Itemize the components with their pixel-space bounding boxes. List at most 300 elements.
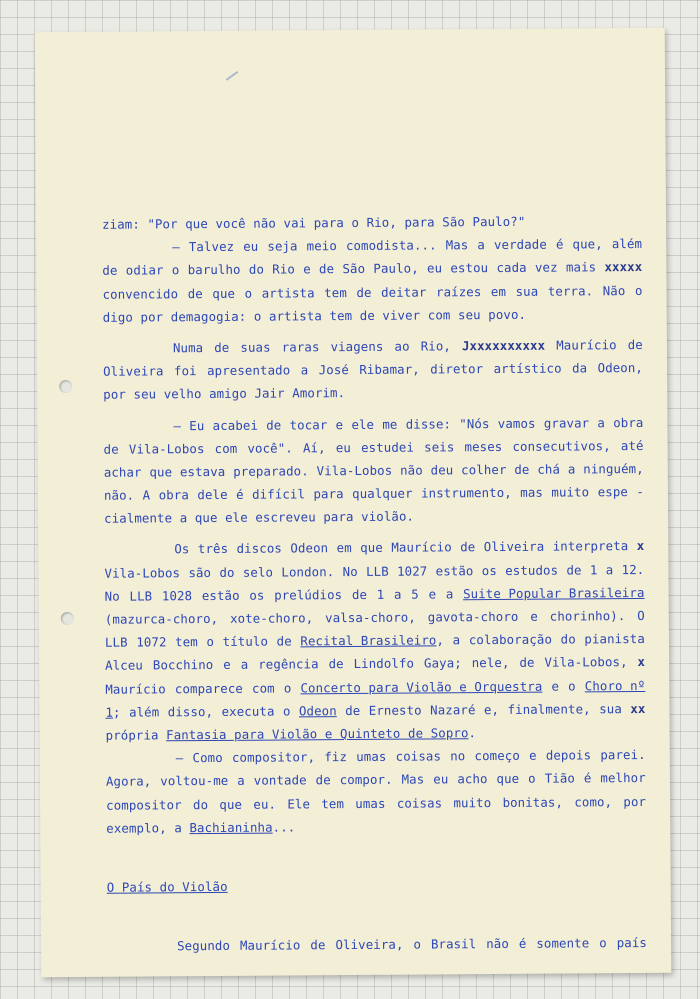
text-segment: própria	[105, 727, 167, 743]
underlined-title: Concerto para Violão e Orquestra	[300, 678, 543, 695]
punctuation: ;	[112, 704, 121, 720]
text-word	[535, 256, 558, 279]
text-word	[303, 258, 311, 281]
text-segment: exemplo, a	[106, 819, 190, 836]
text-word	[300, 629, 444, 653]
word: Lindolfo	[353, 655, 415, 672]
text-word	[566, 558, 581, 581]
text-word	[241, 653, 249, 676]
text-word	[143, 483, 151, 506]
word: ele	[351, 416, 375, 432]
word: viagens	[330, 338, 384, 355]
text-word	[197, 483, 227, 506]
text-word	[173, 414, 181, 437]
text-word	[424, 435, 454, 458]
word: gravar	[543, 414, 590, 431]
word: Maurício	[391, 539, 452, 556]
text-word	[266, 413, 281, 436]
word: espe	[597, 484, 628, 500]
word: comodista...	[345, 237, 437, 254]
word: que	[149, 464, 173, 480]
word: o	[282, 703, 291, 719]
text-word	[583, 457, 644, 481]
word: mas	[520, 484, 544, 500]
text-word	[482, 559, 497, 582]
word: obra	[158, 487, 189, 503]
text-word	[282, 335, 320, 358]
text-word	[598, 356, 644, 380]
underlined-title: Bachianinha	[189, 819, 273, 835]
word: nele,	[471, 655, 510, 671]
word: seis	[424, 438, 455, 455]
word: o	[206, 634, 215, 650]
word: Alceu	[105, 657, 143, 674]
word: coisas	[396, 794, 443, 811]
text-line	[107, 931, 647, 958]
text-word	[530, 605, 538, 628]
word: verdade	[493, 236, 547, 253]
word: LLB	[104, 634, 128, 650]
text-word	[103, 359, 164, 383]
text-word	[502, 790, 563, 814]
text-word	[129, 700, 159, 723]
text-word	[177, 934, 230, 958]
word: LLB	[129, 588, 153, 604]
word: umas	[356, 748, 387, 765]
text-word	[603, 279, 626, 302]
word: raras	[281, 339, 320, 355]
text-segment: ...	[272, 819, 296, 835]
word: compor.	[339, 772, 393, 788]
text-word	[149, 460, 172, 483]
text-word	[551, 480, 589, 503]
text-word	[289, 413, 327, 436]
text-word	[213, 413, 259, 437]
text-word	[433, 768, 448, 791]
text-word	[258, 653, 319, 677]
text-word	[428, 582, 436, 605]
word: seja	[267, 238, 298, 254]
text-word	[290, 537, 328, 560]
text-word	[352, 482, 413, 506]
word: "Nós	[459, 415, 490, 431]
word: e	[428, 586, 437, 602]
text-word	[272, 258, 295, 281]
text-word	[345, 699, 360, 722]
word: tem	[324, 284, 347, 300]
word: —	[172, 239, 180, 255]
text-word	[494, 233, 547, 257]
text-word	[491, 279, 506, 302]
text-word	[274, 583, 342, 607]
word: dele	[197, 486, 228, 503]
word: Ele	[287, 795, 311, 811]
word: o	[634, 282, 643, 298]
text-word	[284, 676, 292, 699]
text-word	[236, 537, 282, 561]
text-word	[351, 412, 374, 435]
strikeout-xs: x	[636, 538, 645, 554]
text-word	[336, 413, 344, 436]
word: fiz	[324, 749, 348, 765]
pen-mark	[226, 71, 239, 81]
text-word	[394, 335, 409, 358]
text-line	[106, 766, 646, 793]
word: Rio	[272, 261, 295, 277]
word: eu	[433, 771, 449, 787]
word: umas	[355, 795, 386, 811]
word: e	[528, 747, 537, 763]
text-word	[230, 606, 313, 630]
word: a	[477, 237, 485, 253]
text-word	[424, 652, 462, 675]
text-word	[188, 258, 241, 282]
text-segment: cialmente a que ele escreveu para violão.	[104, 508, 415, 526]
word: e	[530, 608, 538, 624]
word: é	[555, 236, 564, 252]
text-word	[129, 584, 152, 607]
text-word	[300, 674, 542, 699]
word: que	[212, 285, 236, 301]
text-word	[566, 256, 596, 279]
word: Oliveira	[483, 539, 545, 555]
text-word	[459, 412, 489, 435]
word: No	[104, 588, 120, 604]
text-word	[519, 932, 527, 955]
text-word	[233, 459, 309, 483]
text-word	[446, 233, 469, 256]
word: foi	[173, 363, 197, 379]
word: de	[214, 339, 230, 355]
word: da	[571, 360, 588, 376]
word: somente	[536, 935, 590, 951]
word: o	[413, 936, 422, 952]
word: vez	[534, 259, 558, 276]
word: mais	[565, 259, 597, 275]
text-word	[421, 334, 451, 357]
text-word	[352, 583, 367, 606]
text-word	[176, 746, 184, 769]
text-word	[453, 791, 491, 814]
word: No	[342, 563, 358, 579]
word: de	[514, 461, 530, 477]
word: A	[142, 487, 151, 503]
text-word	[462, 334, 545, 358]
word: Numa	[172, 339, 204, 356]
text-word	[460, 536, 475, 559]
text-word	[174, 359, 197, 382]
text-line	[104, 534, 644, 561]
word: Vila-Lobos	[316, 462, 393, 479]
text-word	[106, 770, 152, 794]
underlined-title: Odeon	[298, 702, 337, 719]
text-line	[104, 434, 644, 461]
word: no	[450, 748, 466, 764]
word: odiar	[125, 262, 164, 278]
text-word	[104, 561, 180, 585]
word: de	[102, 263, 118, 279]
text-word	[324, 281, 347, 304]
word: vontade	[253, 772, 307, 789]
word: Segundo	[177, 937, 231, 954]
text-word	[240, 933, 301, 957]
word: preparado.	[233, 463, 309, 479]
word: os	[249, 587, 265, 603]
text-word	[536, 931, 589, 955]
punctuation: ,	[436, 632, 445, 648]
text-word	[548, 279, 594, 303]
text-word	[355, 791, 385, 814]
word: chorinho).	[549, 608, 626, 624]
text-word	[105, 654, 143, 677]
word: de	[276, 633, 292, 649]
text-word	[585, 674, 646, 698]
text-word	[430, 698, 476, 722]
word: a	[452, 632, 461, 648]
word: começo	[474, 747, 520, 764]
word: voltou-me	[160, 773, 229, 789]
word: que	[360, 540, 383, 556]
text-word	[342, 257, 365, 280]
word: a	[237, 773, 245, 789]
word: Maurício	[105, 680, 166, 697]
text-word	[584, 767, 592, 790]
word: muito	[453, 794, 492, 810]
word: Ribamar,	[359, 361, 420, 378]
word: a	[567, 461, 576, 477]
text-word	[450, 744, 465, 767]
text-word	[457, 767, 487, 790]
text-word	[243, 560, 273, 583]
word: —	[173, 417, 182, 433]
word: Os	[174, 541, 190, 557]
text-word	[486, 932, 509, 955]
word: Vila-Lobos	[104, 564, 181, 581]
text-word	[335, 933, 403, 957]
text-word	[406, 412, 452, 436]
word: de	[566, 562, 582, 578]
word: eu	[335, 439, 351, 455]
word: Não	[602, 282, 626, 298]
word: e	[551, 678, 560, 694]
word: obra	[613, 414, 644, 430]
text-word	[343, 560, 358, 583]
text-word	[232, 745, 315, 769]
word: eu.	[253, 796, 277, 812]
text-word	[354, 652, 415, 676]
text-word	[553, 535, 629, 559]
text-word	[505, 558, 558, 582]
word: de	[310, 937, 326, 953]
word: o	[283, 679, 292, 696]
text-segment: ziam: "Por que você não vai para o Rio, para São Paulo?"	[101, 213, 526, 232]
text-word	[436, 559, 474, 582]
word: 5	[411, 586, 419, 602]
word: gavota-choro	[427, 608, 519, 625]
text-word	[188, 561, 211, 584]
word: de	[103, 441, 119, 457]
text-word	[600, 766, 646, 790]
word: disso,	[167, 703, 214, 720]
word: a	[597, 414, 606, 430]
text-word	[253, 792, 276, 815]
text-word	[249, 258, 264, 281]
text-word	[428, 605, 519, 629]
word: Oliveira,	[335, 936, 404, 953]
word: são	[188, 564, 212, 580]
word: o	[171, 262, 180, 278]
word: e	[303, 261, 311, 277]
text-word	[561, 628, 576, 651]
text-word	[413, 933, 421, 956]
text-word	[104, 484, 134, 507]
word: o	[244, 285, 253, 301]
word: acabei	[212, 417, 259, 433]
word: selo	[242, 564, 274, 580]
text-line	[102, 232, 642, 259]
word: 1	[376, 586, 385, 602]
text-word	[421, 481, 512, 505]
word: xote-choro,	[230, 610, 314, 626]
word: eu	[426, 260, 443, 276]
text-word	[356, 280, 371, 303]
word: é	[583, 770, 592, 786]
text-word	[212, 281, 235, 304]
word: Ernesto	[368, 702, 422, 718]
text-word	[520, 481, 543, 504]
text-word	[136, 630, 166, 653]
word: Brasil	[430, 936, 477, 952]
word: achar	[103, 464, 142, 480]
word: LLB	[366, 563, 389, 579]
word: é	[236, 486, 244, 502]
word: O	[637, 607, 645, 624]
text-segment: por seu velho amigo Jair Amorim.	[103, 385, 346, 403]
text-word	[277, 630, 292, 653]
word: Odeon,	[597, 360, 644, 376]
text-word	[240, 336, 270, 359]
text-word	[202, 584, 240, 607]
word: estou	[450, 260, 489, 276]
text-word	[507, 697, 590, 721]
text-word	[472, 651, 510, 674]
word: São	[342, 261, 366, 277]
text-word	[546, 743, 592, 767]
word: raízes	[435, 283, 482, 299]
word: eu	[243, 238, 259, 254]
text-line	[104, 480, 644, 507]
word: que	[496, 771, 520, 787]
text-word	[192, 746, 222, 769]
text-word	[394, 582, 402, 605]
word: Mas	[445, 237, 469, 253]
word: colher	[461, 461, 507, 478]
word: três	[197, 541, 229, 557]
text-word	[597, 411, 605, 434]
word: deitar	[381, 284, 427, 300]
word: 1027	[397, 563, 428, 579]
word: consecutivos,	[512, 437, 611, 454]
text-word	[281, 560, 334, 584]
text-word	[623, 789, 646, 812]
text-word	[477, 233, 485, 256]
word: cada	[496, 260, 527, 276]
text-word	[461, 458, 507, 482]
word: de	[351, 586, 368, 602]
word: —	[175, 750, 184, 766]
word: estava	[179, 463, 226, 480]
word: 1	[589, 561, 598, 577]
word: meio	[306, 238, 337, 254]
word: não	[400, 462, 423, 478]
text-word	[402, 768, 425, 791]
word: de	[345, 702, 361, 718]
word: Vila-Lobos	[128, 440, 205, 457]
word: disse:	[405, 415, 452, 432]
word: Oliveira	[103, 363, 164, 379]
word: interpreta	[552, 538, 629, 555]
word: Rio,	[420, 338, 451, 354]
text-word	[474, 744, 520, 768]
text-word	[568, 457, 576, 480]
text-word	[321, 792, 344, 815]
word: em	[336, 540, 352, 556]
word: executa	[221, 703, 275, 719]
word: de	[187, 285, 203, 301]
word: Maurício	[239, 937, 301, 953]
word: 12.	[621, 561, 645, 577]
word: compositor	[106, 796, 182, 813]
text-word	[568, 674, 576, 697]
text-word	[400, 458, 423, 481]
text-word	[336, 436, 351, 459]
text-word	[247, 436, 293, 460]
text-segment: .	[468, 725, 477, 741]
word: título	[222, 633, 269, 650]
word: colaboração	[468, 631, 553, 648]
word: que	[219, 796, 243, 812]
text-word	[584, 627, 645, 651]
word: tem	[175, 634, 198, 650]
text-segment: digo por demagogia: o artista tem de viver com seu povo.	[102, 306, 527, 325]
word: barulho	[187, 262, 241, 278]
word: você".	[247, 440, 293, 456]
word: de	[266, 416, 282, 433]
text-word	[105, 677, 166, 701]
word: com	[251, 680, 275, 696]
word: por	[623, 793, 647, 809]
text-word	[340, 768, 393, 792]
text-word	[484, 535, 545, 559]
text-word	[369, 698, 422, 722]
text-word	[287, 792, 310, 815]
text-word	[330, 335, 383, 359]
text-word	[221, 699, 274, 723]
word: é	[518, 935, 527, 951]
word: bonitas,	[502, 794, 564, 810]
text-word	[637, 604, 645, 627]
punch-hole-bottom	[61, 612, 74, 625]
word: London.	[281, 563, 335, 580]
word: de	[627, 336, 643, 353]
word: Vila-Lobos,	[544, 654, 628, 671]
word: valsa-choro,	[325, 609, 416, 626]
text-line	[103, 333, 643, 360]
text-word	[574, 790, 612, 813]
text-word	[515, 279, 538, 302]
word: melhor	[600, 770, 646, 786]
text-word	[174, 538, 189, 561]
